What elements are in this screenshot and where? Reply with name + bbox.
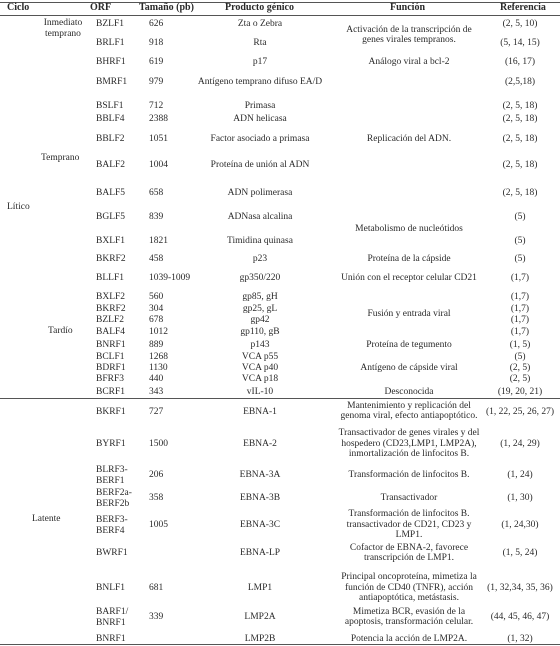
group-temprano: Temprano: [41, 153, 80, 163]
size-cell: 560: [149, 292, 164, 302]
size-cell: 1821: [149, 236, 168, 246]
orf-cell: BCLF1: [96, 352, 125, 362]
reference-cell: (1, 24,30): [501, 520, 539, 530]
product-cell: EBNA-LP: [239, 548, 281, 558]
product-cell: LMP2A: [244, 612, 276, 622]
size-cell: 1039-1009: [149, 273, 191, 283]
orf-cell: BERF2a- BERF2b: [96, 488, 132, 509]
size-cell: 1004: [149, 160, 168, 170]
size-cell: 839: [149, 212, 164, 222]
product-cell: EBNA-3A: [239, 470, 281, 480]
reference-cell: (1,7): [510, 315, 530, 325]
product-cell: Proteína de unión al ADN: [210, 160, 310, 170]
reference-cell: (2, 5, 18): [502, 101, 538, 111]
orf-cell: BKRF1: [96, 407, 126, 417]
orf-cell: BDRF1: [96, 363, 126, 373]
orf-cell: BFRF3: [96, 374, 124, 384]
product-cell: ADN polimerasa: [227, 188, 293, 198]
function-cell: Transformación de linfocitos B. transactivador de CD21, CD23 y LMP1.: [346, 509, 472, 541]
size-cell: 358: [149, 493, 164, 503]
reference-cell: (5): [514, 254, 526, 264]
function-cell: Replicación del ADN.: [366, 133, 452, 144]
size-cell: 458: [149, 254, 164, 264]
size-cell: 918: [149, 38, 164, 48]
reference-cell: (44, 45, 46, 47): [490, 612, 550, 622]
reference-cell: (5): [514, 236, 526, 246]
size-cell: 678: [149, 315, 164, 325]
size-cell: 979: [149, 77, 164, 87]
reference-cell: (2, 5, 10): [502, 19, 538, 29]
section-rule: [0, 398, 560, 399]
size-cell: 626: [149, 19, 164, 29]
orf-cell: BALF4: [96, 327, 126, 337]
size-cell: 2388: [149, 114, 168, 124]
orf-cell: BYRF1: [96, 439, 126, 449]
reference-cell: (2, 5): [509, 363, 531, 373]
reference-cell: (1,7): [510, 292, 530, 302]
function-cell: Antígeno de cápside viral: [360, 362, 458, 373]
reference-cell: (1, 32): [507, 634, 533, 644]
size-cell: 727: [149, 407, 164, 417]
group-latente: Latente: [32, 514, 61, 524]
product-cell: EBNA-1: [243, 407, 277, 417]
reference-cell: (19, 20, 21): [497, 387, 543, 397]
reference-cell: (1,7): [510, 273, 530, 283]
reference-cell: (1, 24): [507, 470, 533, 480]
orf-cell: BZLF1: [96, 19, 124, 29]
reference-cell: (16, 17): [504, 57, 536, 67]
product-cell: gp25, gL: [242, 304, 278, 314]
orf-cell: BNRF1: [96, 634, 126, 644]
product-cell: VCA p18: [241, 374, 279, 384]
function-cell: Transactivador: [380, 492, 438, 503]
orf-cell: BNLF1: [96, 583, 126, 593]
size-cell: 619: [149, 57, 164, 67]
orf-cell: BMRF1: [96, 77, 128, 87]
product-cell: p17: [252, 57, 268, 67]
reference-cell: (1, 24, 29): [500, 439, 540, 449]
product-cell: EBNA-3C: [239, 520, 281, 530]
size-cell: 681: [149, 583, 164, 593]
product-cell: VCA p55: [241, 352, 279, 362]
orf-cell: BXLF1: [96, 236, 126, 246]
orf-cell: BRLF1: [96, 38, 125, 48]
group-inmediato-temprano: Inmediato temprano: [43, 18, 83, 39]
reference-cell: (1,7): [510, 327, 530, 337]
header-producto: Producto génico: [225, 2, 294, 13]
orf-cell: BLRF3- BERF1: [96, 465, 128, 486]
orf-cell: BBLF4: [96, 114, 125, 124]
header-referencia: Referencia: [500, 2, 546, 13]
product-cell: p143: [250, 340, 270, 350]
function-cell: Activación de la transcripción de genes virales tempranos.: [346, 24, 472, 45]
function-cell: Proteína de la cápside: [367, 253, 451, 264]
size-cell: 1130: [149, 363, 168, 373]
function-cell: Mimetiza BCR, evasión de la apoptosis, transformación celular.: [344, 606, 474, 627]
reference-cell: (1, 22, 25, 26, 27): [485, 407, 555, 417]
orf-cell: BZLF2: [96, 315, 124, 325]
orf-cell: BNRF1: [96, 340, 126, 350]
header-funcion: Función: [390, 2, 426, 13]
orf-cell: BLLF1: [96, 273, 124, 283]
product-cell: vIL-10: [246, 387, 274, 397]
size-cell: 712: [149, 101, 164, 111]
orf-cell: BSLF1: [96, 101, 124, 111]
reference-cell: (2, 5, 18): [502, 114, 538, 124]
product-cell: gp42: [250, 315, 270, 325]
size-cell: 1012: [149, 327, 168, 337]
product-cell: gp85, gH: [242, 292, 278, 302]
orf-cell: BWRF1: [96, 548, 128, 558]
function-cell: Transformación de linfocitos B.: [348, 469, 470, 480]
header-ciclo: Ciclo: [7, 2, 30, 13]
product-cell: EBNA-2: [243, 439, 277, 449]
group-litico: Lítico: [7, 202, 30, 212]
function-cell: Fusión y entrada viral: [367, 308, 451, 319]
orf-cell: BKRF2: [96, 254, 126, 264]
function-cell: Mantenimiento y replicación del genoma viral, efecto antiapoptótico.: [340, 400, 478, 421]
size-cell: 1051: [149, 134, 168, 144]
reference-cell: (5): [514, 352, 526, 362]
size-cell: 1500: [149, 439, 168, 449]
product-cell: gp110, gB: [240, 327, 280, 337]
size-cell: 206: [149, 470, 164, 480]
group-tardio: Tardío: [48, 326, 73, 336]
header-tamano: Tamaño (pb): [139, 2, 194, 13]
reference-cell: (2, 5, 18): [502, 160, 538, 170]
function-cell: Análogo viral a bcl-2: [368, 56, 450, 67]
reference-cell: (1, 30): [507, 493, 533, 503]
function-cell: Desconocida: [384, 386, 434, 397]
function-cell: Transactivador de genes virales y del hospedero (CD23,LMP1, LMP2A), inmortalización de linfocitos B.: [338, 428, 480, 460]
product-cell: Antígeno temprano difuso EA/D: [197, 77, 323, 87]
orf-cell: BBLF2: [96, 134, 125, 144]
function-cell: Unión con el receptor celular CD21: [341, 272, 477, 283]
product-cell: Zta o Zebra: [237, 19, 283, 29]
reference-cell: (5, 14, 15): [500, 38, 540, 48]
function-cell: Potencia la acción de LMP2A.: [350, 633, 468, 644]
product-cell: LMP1: [247, 583, 273, 593]
product-cell: p23: [252, 254, 268, 264]
size-cell: 658: [149, 188, 164, 198]
orf-cell: BALF2: [96, 160, 126, 170]
reference-cell: (1, 5, 24): [502, 548, 538, 558]
orf-cell: BGLF5: [96, 212, 126, 222]
function-cell: Proteína de tegumento: [366, 339, 452, 350]
function-cell: Metabolismo de nucleótidos: [355, 223, 463, 234]
orf-cell: BXLF2: [96, 292, 126, 302]
size-cell: 889: [149, 340, 164, 350]
size-cell: 440: [149, 374, 164, 384]
reference-cell: (2, 5): [509, 374, 531, 384]
function-cell: Principal oncoproteína, mimetiza la función de CD40 (TNFR), acción antiapoptótica, metástasis.: [341, 572, 477, 604]
function-cell: Cofactor de EBNA-2, favorece transcripción de LMP1.: [349, 542, 469, 563]
reference-cell: (2,5,18): [504, 77, 536, 87]
product-cell: Rta: [253, 38, 267, 48]
product-cell: gp350/220: [239, 273, 281, 283]
reference-cell: (5): [514, 212, 526, 222]
reference-cell: (1, 32,34, 35, 36): [487, 583, 553, 593]
product-cell: Timidina quinasa: [227, 236, 293, 246]
orf-cell: BARF1/ BNRF1: [96, 607, 129, 628]
product-cell: Factor asociado a primasa: [210, 134, 310, 144]
reference-cell: (1, 5): [509, 340, 531, 350]
product-cell: EBNA-3B: [239, 493, 281, 503]
orf-cell: BHRF1: [96, 57, 126, 67]
reference-cell: (1,7): [510, 304, 530, 314]
orf-cell: BKRF2: [96, 304, 126, 314]
product-cell: ADNasa alcalina: [227, 212, 293, 222]
size-cell: 304: [149, 304, 164, 314]
orf-cell: BERF3- BERF4: [96, 515, 128, 536]
product-cell: Primasa: [244, 101, 276, 111]
product-cell: LMP2B: [244, 634, 276, 644]
reference-cell: (2, 5, 18): [502, 134, 538, 144]
header-orf: ORF: [90, 2, 112, 13]
product-cell: ADN helicasa: [233, 114, 287, 124]
reference-cell: (2, 5, 18): [502, 188, 538, 198]
orf-cell: BCRF1: [96, 387, 126, 397]
size-cell: 343: [149, 387, 164, 397]
size-cell: 1268: [149, 352, 168, 362]
size-cell: 1005: [149, 520, 168, 530]
size-cell: 339: [149, 612, 164, 622]
orf-cell: BALF5: [96, 188, 126, 198]
product-cell: VCA p40: [241, 363, 279, 373]
header-rule: [0, 15, 560, 16]
